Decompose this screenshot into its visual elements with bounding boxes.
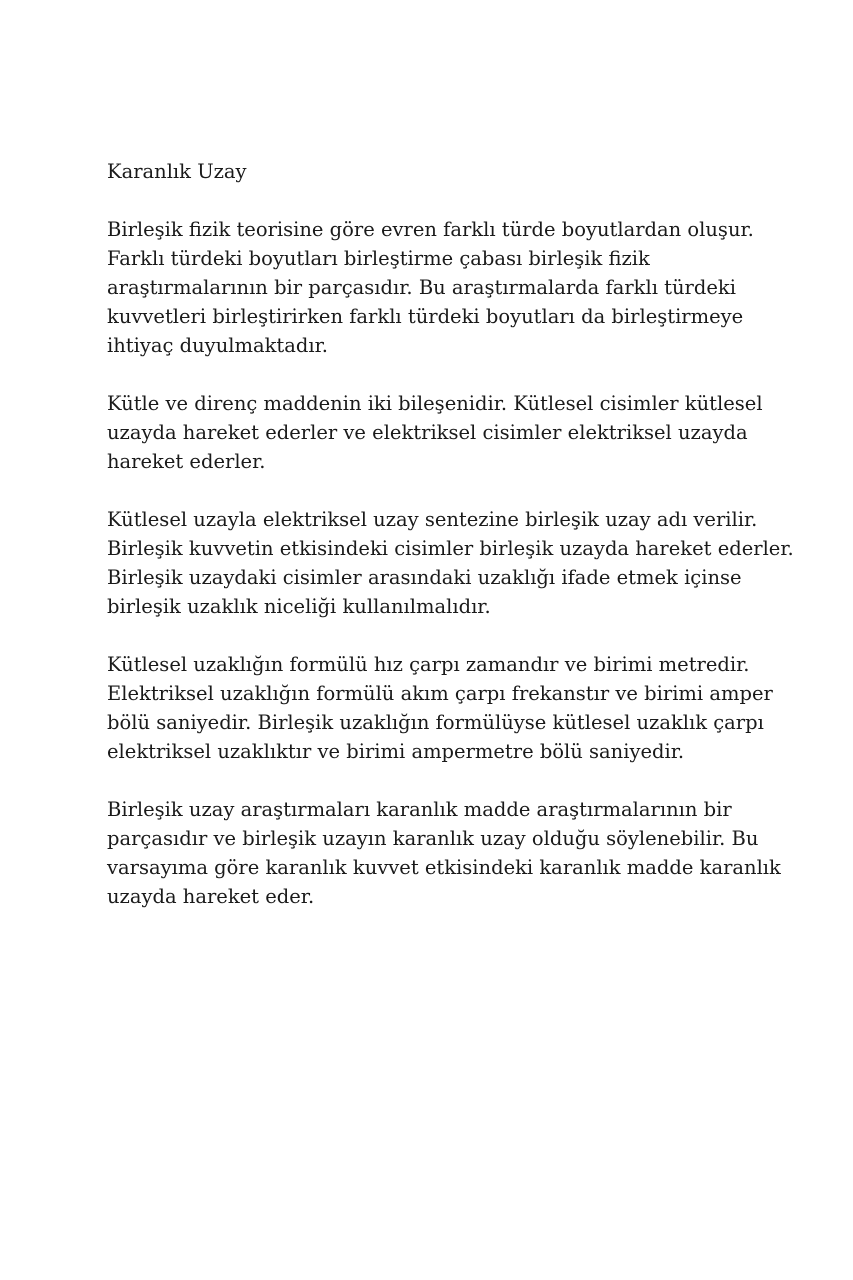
text-line: Farklı türdeki boyutları birleştirme çabası birleşik fizik: [107, 247, 650, 270]
text-line: Kütlesel uzayla elektriksel uzay sentezine birleşik uzay adı verilir.: [107, 508, 758, 531]
text-line: Birleşik uzaydaki cisimler arasındaki uzaklığı ifade etmek içinse: [107, 566, 742, 589]
text-line: elektriksel uzaklıktır ve birimi ampermetre bölü saniyedir.: [107, 740, 685, 763]
text-line: birleşik uzaklık niceliği kullanılmalıdır.: [107, 595, 491, 618]
text-line: kuvvetleri birleştirirken farklı türdeki boyutları da birleştirmeye: [107, 305, 744, 328]
text-line: araştırmalarının bir parçasıdır. Bu araştırmalarda farklı türdeki: [107, 276, 736, 299]
document-title: Karanlık Uzay: [107, 160, 247, 183]
paragraph-4: [107, 650, 807, 766]
text-line: uzayda hareket eder.: [107, 885, 315, 908]
text-line: Elektriksel uzaklığın formülü akım çarpı frekanstır ve birimi amper: [107, 682, 773, 705]
document-page: [107, 157, 807, 940]
text-line: parçasıdır ve birleşik uzayın karanlık uzay olduğu söylenebilir. Bu: [107, 827, 759, 850]
paragraph-5: [107, 795, 807, 911]
text-line: ihtiyaç duyulmaktadır.: [107, 334, 328, 357]
text-line: varsayıma göre karanlık kuvvet etkisindeki karanlık madde karanlık: [107, 856, 781, 879]
text-line: bölü saniyedir. Birleşik uzaklığın formülüyse kütlesel uzaklık çarpı: [107, 711, 764, 734]
text-line: Birleşik uzay araştırmaları karanlık madde araştırmalarının bir: [107, 798, 732, 821]
text-line: hareket ederler.: [107, 450, 266, 473]
text-line: Birleşik fizik teorisine göre evren farklı türde boyutlardan oluşur.: [107, 218, 754, 241]
text-line: Kütlesel uzaklığın formülü hız çarpı zamandır ve birimi metredir.: [107, 653, 750, 676]
paragraph-1: [107, 215, 807, 360]
text-line: uzayda hareket ederler ve elektriksel cisimler elektriksel uzayda: [107, 421, 748, 444]
text-line: Birleşik kuvvetin etkisindeki cisimler birleşik uzayda hareket ederler.: [107, 537, 794, 560]
paragraph-2: [107, 389, 807, 476]
text-line: Kütle ve direnç maddenin iki bileşenidir. Kütlesel cisimler kütlesel: [107, 392, 763, 415]
paragraph-3: [107, 505, 807, 621]
